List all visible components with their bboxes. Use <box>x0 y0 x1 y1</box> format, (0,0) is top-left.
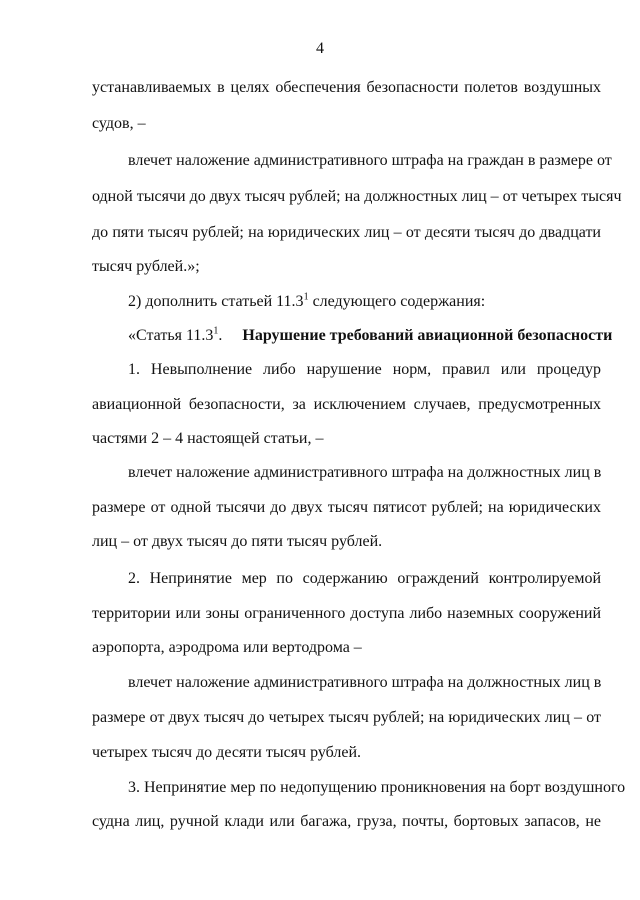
amendment-line <box>128 292 485 312</box>
text-line: лиц – от двух тысяч до пяти тысяч рублей. <box>92 533 383 550</box>
text-line: влечет наложение административного штрафа на должностных лиц в <box>128 674 602 691</box>
text-line: авиационной безопасности, за исключением случаев, предусмотренных <box>92 396 601 413</box>
article-heading <box>128 326 612 346</box>
text-line: судов, – <box>92 115 146 132</box>
superscript: 1 <box>213 325 219 337</box>
article-number: . <box>218 327 223 344</box>
text-line: устанавливаемых в целях обеспечения безопасности полетов воздушных <box>92 79 601 96</box>
text-line: 2. Непринятие мер по содержанию ограждений контролируемой <box>128 570 601 587</box>
text-line: 3. Непринятие мер по недопущению проникновения на борт воздушного <box>128 779 626 796</box>
text-line: влечет наложение административного штрафа на должностных лиц в <box>128 464 602 481</box>
text-line: частями 2 – 4 настоящей статьи, – <box>92 430 324 447</box>
text-line: тысяч рублей.»; <box>92 258 200 275</box>
text-line: аэропорта, аэродрома или вертодрома – <box>92 639 362 656</box>
text-line: одной тысячи до двух тысяч рублей; на должностных лиц – от четырех тысяч <box>92 188 622 205</box>
amendment-text: 2) дополнить статьей 11.3 <box>128 293 304 310</box>
superscript: 1 <box>303 291 309 303</box>
text-line: территории или зоны ограниченного доступа либо наземных сооружений <box>92 605 601 622</box>
article-title: Нарушение требований авиационной безопасности <box>242 327 613 344</box>
article-number: «Статья 11.3 <box>128 327 214 344</box>
text-line: 1. Невыполнение либо нарушение норм, правил или процедур <box>128 361 601 378</box>
text-line: размере от двух тысяч до четырех тысяч рублей; на юридических лиц – от <box>92 709 601 726</box>
text-line: размере от одной тысячи до двух тысяч пятисот рублей; на юридических <box>92 499 601 516</box>
text-line: влечет наложение административного штрафа на граждан в размере от <box>128 152 612 169</box>
amendment-text: следующего содержания: <box>308 293 486 310</box>
text-line: четырех тысяч до десяти тысяч рублей. <box>92 744 362 761</box>
page-number: 4 <box>316 40 324 57</box>
text-line: судна лиц, ручной клади или багажа, груза, почты, бортовых запасов, не <box>92 813 601 830</box>
text-line: до пяти тысяч рублей; на юридических лиц – от десяти тысяч до двадцати <box>92 224 601 241</box>
